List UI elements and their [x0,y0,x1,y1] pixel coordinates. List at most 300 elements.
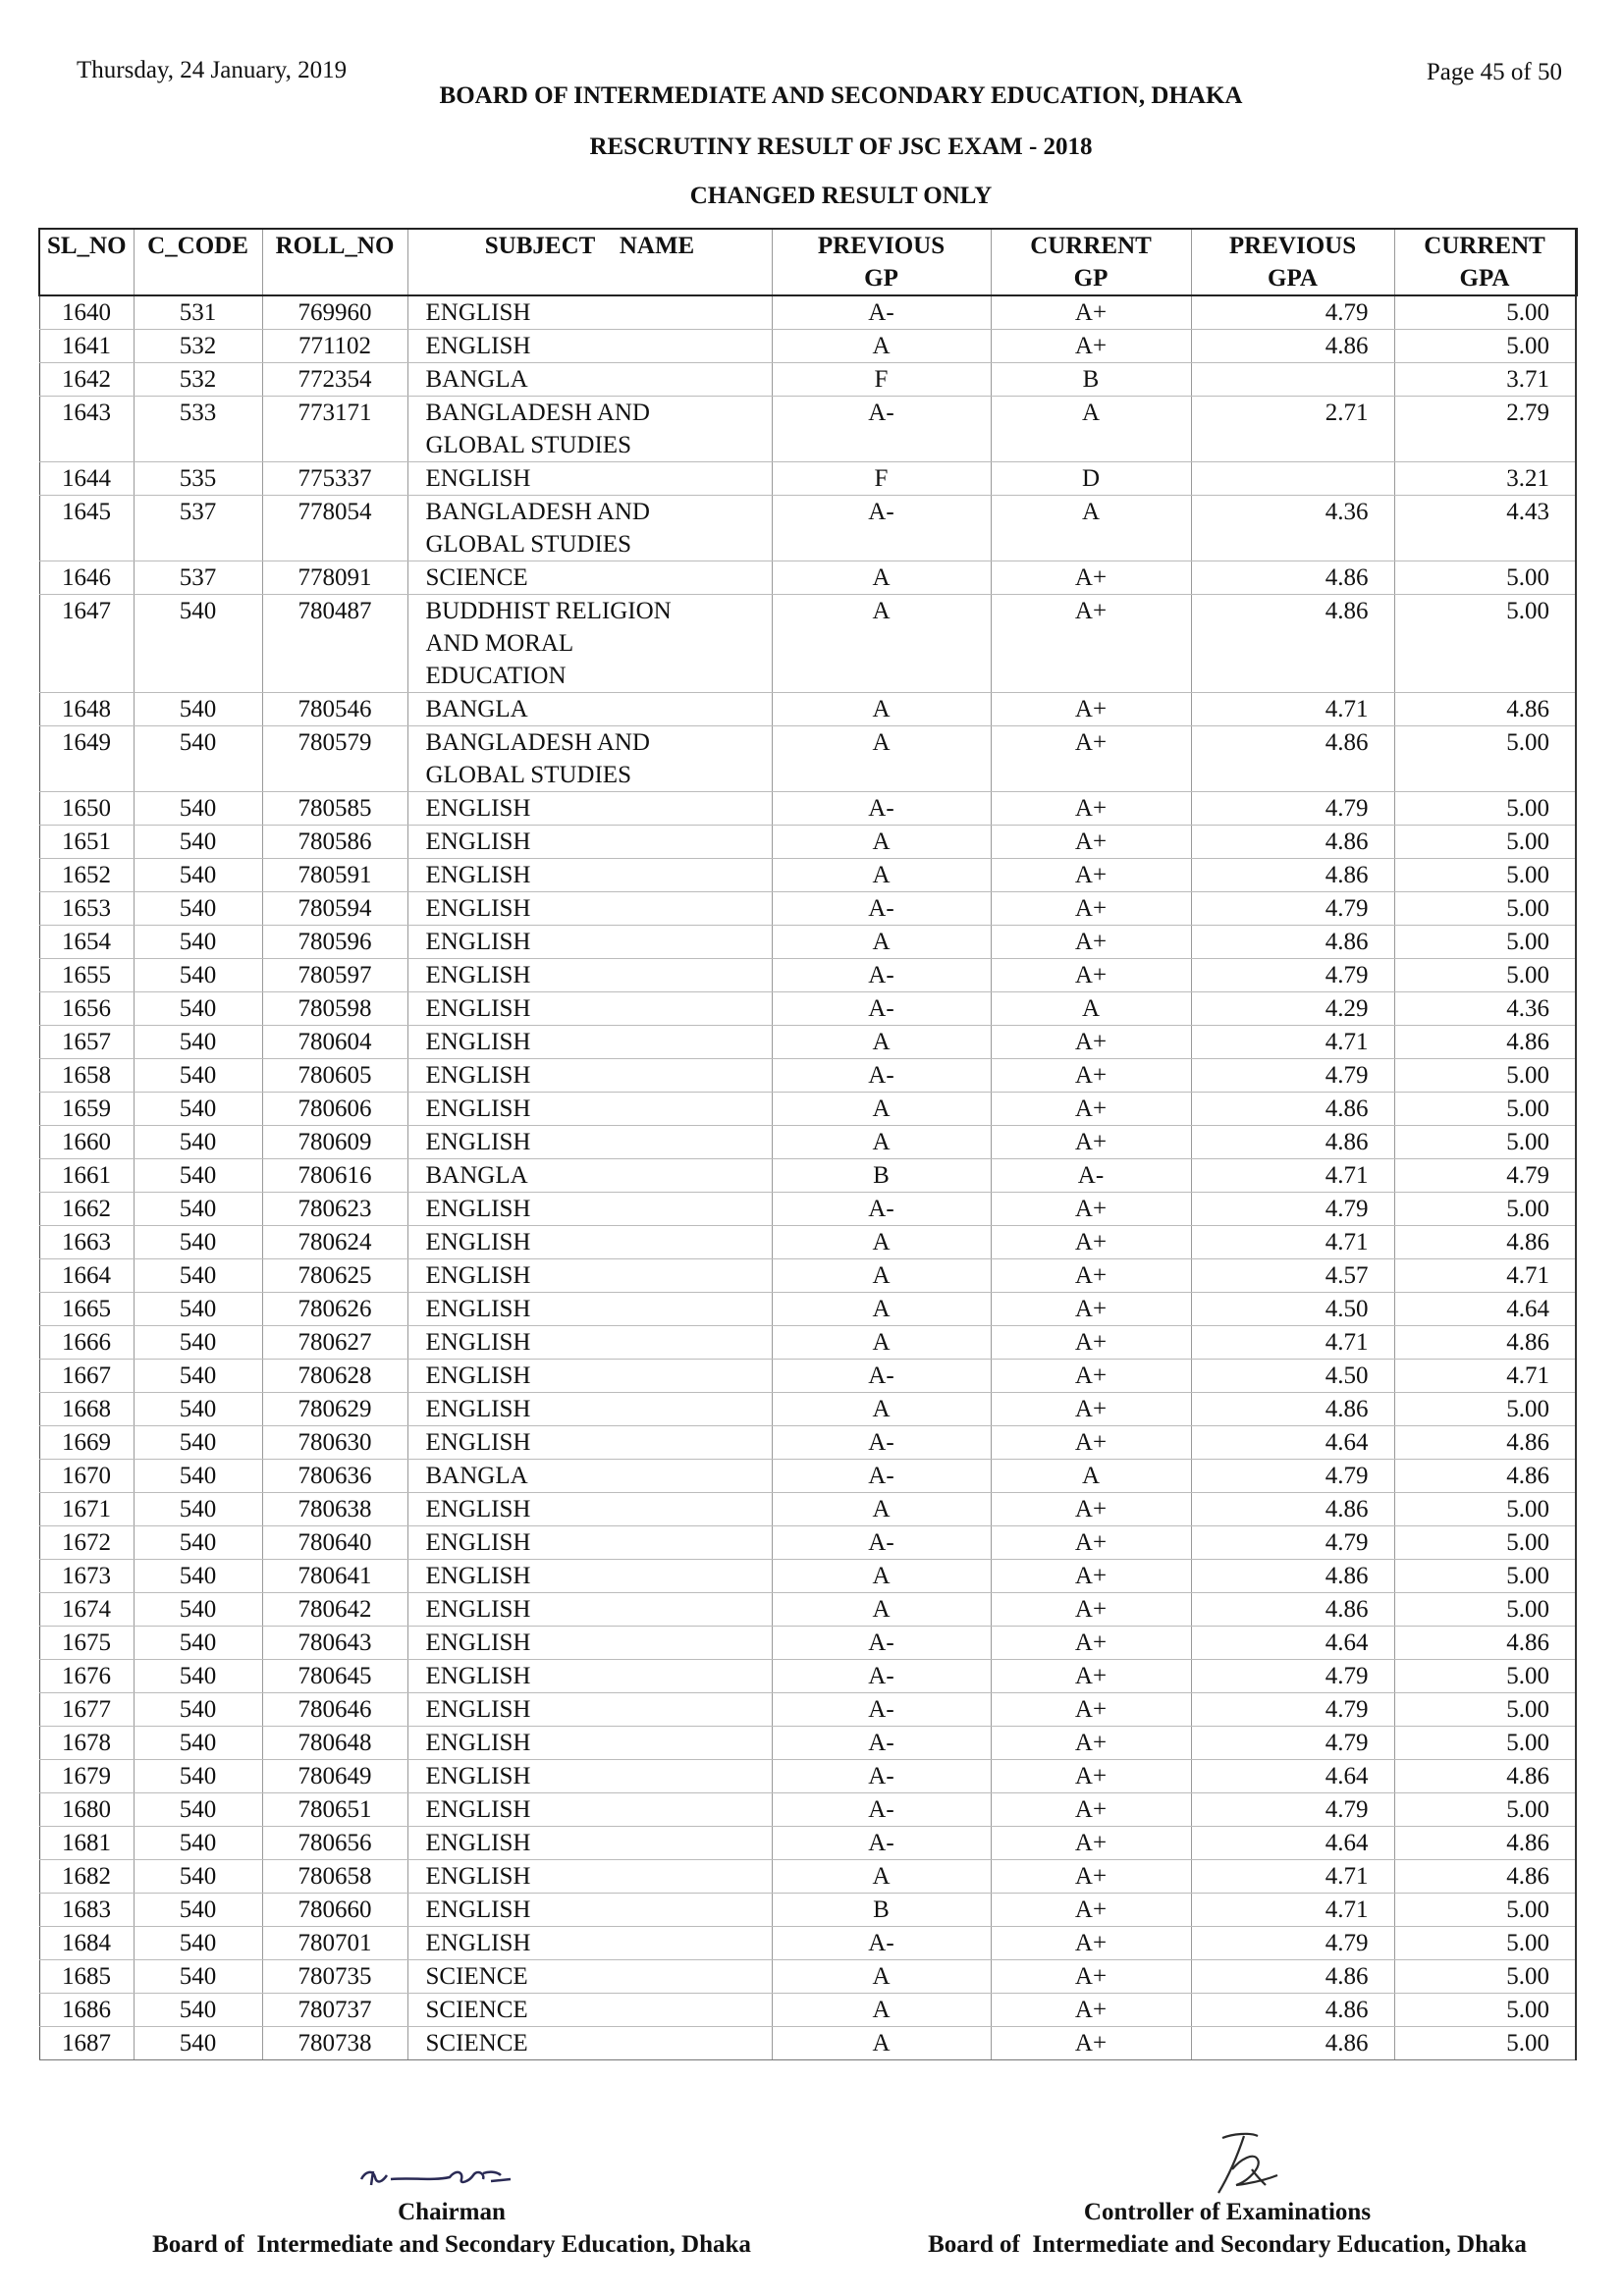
cell-previous-gpa: 4.71 [1191,693,1394,726]
cell-previous-gpa: 4.79 [1191,892,1394,926]
cell-c-code: 540 [134,1994,262,2027]
cell-current-gpa: 4.43 [1394,496,1576,561]
cell-current-gp: D [991,462,1191,496]
cell-current-gpa: 4.86 [1394,1760,1576,1793]
cell-current-gpa: 4.71 [1394,1360,1576,1393]
cell-c-code: 540 [134,1426,262,1460]
cell-current-gp: A+ [991,1860,1191,1894]
cell-c-code: 540 [134,1360,262,1393]
cell-subject: ENGLISH [407,1293,772,1326]
cell-sl-no: 1643 [39,397,134,462]
cell-previous-gpa: 4.50 [1191,1360,1394,1393]
cell-sl-no: 1657 [39,1026,134,1059]
cell-current-gp: A+ [991,1627,1191,1660]
cell-sl-no: 1662 [39,1193,134,1226]
cell-previous-gp: A- [772,397,991,462]
cell-current-gpa: 5.00 [1394,1727,1576,1760]
table-row [39,295,1576,330]
cell-current-gpa: 5.00 [1394,1093,1576,1126]
cell-sl-no: 1670 [39,1460,134,1493]
cell-sl-no: 1648 [39,693,134,726]
cell-sl-no: 1650 [39,792,134,826]
cell-subject: ENGLISH [407,1627,772,1660]
cell-roll-no: 780598 [262,992,407,1026]
board-title: BOARD OF INTERMEDIATE AND SECONDARY EDUCATION, DHAKA [439,82,1243,109]
cell-previous-gp: A- [772,792,991,826]
cell-c-code: 540 [134,1326,262,1360]
cell-previous-gpa: 4.79 [1191,1693,1394,1727]
col-header-c-code: C_CODE [134,229,262,295]
cell-current-gpa: 5.00 [1394,595,1576,693]
cell-subject: ENGLISH [407,859,772,892]
cell-roll-no: 780609 [262,1126,407,1159]
cell-sl-no: 1654 [39,926,134,959]
cell-sl-no: 1649 [39,726,134,792]
cell-previous-gp: A- [772,1193,991,1226]
cell-current-gp: A [991,397,1191,462]
col-header-current-gp: CURRENT GP [991,229,1191,295]
table-row [39,1460,1576,1493]
cell-roll-no: 780640 [262,1526,407,1560]
cell-subject: ENGLISH [407,1226,772,1259]
cell-sl-no: 1665 [39,1293,134,1326]
cell-previous-gp: A [772,1093,991,1126]
cell-previous-gp: A [772,926,991,959]
cell-previous-gp: A- [772,992,991,1026]
cell-c-code: 540 [134,1493,262,1526]
cell-subject: ENGLISH [407,1927,772,1960]
cell-c-code: 540 [134,1226,262,1259]
cell-current-gp: A+ [991,1894,1191,1927]
cell-c-code: 540 [134,1960,262,1994]
cell-sl-no: 1658 [39,1059,134,1093]
cell-current-gpa: 4.86 [1394,1860,1576,1894]
cell-subject: ENGLISH [407,1827,772,1860]
cell-c-code: 540 [134,1827,262,1860]
col-header-previous-gpa: PREVIOUS GPA [1191,229,1394,295]
cell-current-gp: A+ [991,1426,1191,1460]
cell-subject: ENGLISH [407,1793,772,1827]
cell-current-gp: A+ [991,1593,1191,1627]
cell-roll-no: 769960 [262,295,407,330]
cell-previous-gp: A [772,1293,991,1326]
cell-subject: ENGLISH [407,1727,772,1760]
table-row [39,1226,1576,1259]
cell-current-gp: A+ [991,726,1191,792]
cell-current-gpa: 4.79 [1394,1159,1576,1193]
cell-sl-no: 1677 [39,1693,134,1727]
cell-previous-gp: A- [772,1526,991,1560]
cell-sl-no: 1646 [39,561,134,595]
cell-previous-gp: F [772,462,991,496]
cell-current-gp: A+ [991,1393,1191,1426]
cell-c-code: 540 [134,1126,262,1159]
cell-current-gpa: 5.00 [1394,1193,1576,1226]
cell-roll-no: 780604 [262,1026,407,1059]
cell-previous-gpa: 4.86 [1191,1960,1394,1994]
cell-roll-no: 780606 [262,1093,407,1126]
cell-previous-gpa: 4.86 [1191,726,1394,792]
table-row [39,1627,1576,1660]
cell-roll-no: 780651 [262,1793,407,1827]
cell-c-code: 540 [134,726,262,792]
cell-previous-gpa: 4.50 [1191,1293,1394,1326]
cell-sl-no: 1687 [39,2027,134,2060]
cell-previous-gpa: 4.64 [1191,1426,1394,1460]
cell-roll-no: 780487 [262,595,407,693]
table-row [39,1393,1576,1426]
cell-subject: ENGLISH [407,1760,772,1793]
table-row [39,1994,1576,2027]
cell-previous-gpa: 4.64 [1191,1827,1394,1860]
cell-sl-no: 1680 [39,1793,134,1827]
cell-current-gp: A+ [991,1293,1191,1326]
cell-current-gpa: 5.00 [1394,1593,1576,1627]
table-row [39,1793,1576,1827]
cell-current-gpa: 5.00 [1394,826,1576,859]
cell-previous-gpa: 4.79 [1191,1193,1394,1226]
cell-sl-no: 1668 [39,1393,134,1426]
cell-c-code: 532 [134,363,262,397]
cell-c-code: 537 [134,496,262,561]
cell-sl-no: 1674 [39,1593,134,1627]
cell-current-gpa: 5.00 [1394,561,1576,595]
table-row [39,1927,1576,1960]
report-date: Thursday, 24 January, 2019 [77,57,348,83]
cell-current-gpa: 5.00 [1394,1560,1576,1593]
cell-subject: ENGLISH [407,1126,772,1159]
cell-subject: ENGLISH [407,1526,772,1560]
cell-current-gp: A+ [991,693,1191,726]
cell-previous-gpa: 4.86 [1191,926,1394,959]
cell-current-gp: A [991,1460,1191,1493]
cell-c-code: 540 [134,1860,262,1894]
cell-current-gp: A+ [991,1793,1191,1827]
cell-roll-no: 780701 [262,1927,407,1960]
controller-title: Controller of Examinations [1083,2199,1372,2225]
cell-current-gp: A+ [991,1760,1191,1793]
cell-previous-gpa: 4.71 [1191,1860,1394,1894]
cell-roll-no: 780586 [262,826,407,859]
cell-current-gpa: 4.71 [1394,1259,1576,1293]
cell-roll-no: 773171 [262,397,407,462]
table-row [39,363,1576,397]
cell-previous-gpa: 4.79 [1191,1059,1394,1093]
cell-previous-gp: B [772,1894,991,1927]
cell-previous-gpa: 4.64 [1191,1760,1394,1793]
cell-previous-gp: A- [772,1927,991,1960]
cell-sl-no: 1679 [39,1760,134,1793]
page-number: Page 45 of 50 [1426,59,1562,85]
cell-previous-gp: A- [772,959,991,992]
cell-sl-no: 1672 [39,1526,134,1560]
cell-c-code: 540 [134,1894,262,1927]
table-row [39,2027,1576,2060]
cell-current-gpa: 4.86 [1394,693,1576,726]
cell-current-gpa: 5.00 [1394,330,1576,363]
cell-current-gp: A+ [991,1059,1191,1093]
table-row [39,561,1576,595]
cell-current-gp: A [991,992,1191,1026]
cell-c-code: 540 [134,595,262,693]
cell-current-gpa: 5.00 [1394,1660,1576,1693]
cell-sl-no: 1675 [39,1627,134,1660]
cell-c-code: 540 [134,1526,262,1560]
cell-c-code: 531 [134,295,262,330]
cell-sl-no: 1655 [39,959,134,992]
cell-sl-no: 1656 [39,992,134,1026]
cell-subject: ENGLISH [407,1026,772,1059]
cell-previous-gpa [1191,462,1394,496]
table-row [39,693,1576,726]
cell-subject: ENGLISH [407,1693,772,1727]
cell-current-gpa: 4.86 [1394,1627,1576,1660]
cell-current-gpa: 3.21 [1394,462,1576,496]
cell-subject: ENGLISH [407,892,772,926]
cell-subject: ENGLISH [407,1493,772,1526]
cell-sl-no: 1661 [39,1159,134,1193]
cell-sl-no: 1678 [39,1727,134,1760]
cell-c-code: 537 [134,561,262,595]
cell-roll-no: 778054 [262,496,407,561]
controller-org: Board of Intermediate and Secondary Education, Dhaka [928,2231,1527,2258]
cell-current-gpa: 5.00 [1394,859,1576,892]
cell-roll-no: 772354 [262,363,407,397]
cell-current-gp: A+ [991,1360,1191,1393]
cell-roll-no: 780597 [262,959,407,992]
cell-current-gp: A+ [991,1259,1191,1293]
cell-previous-gpa: 4.71 [1191,1326,1394,1360]
cell-current-gpa: 5.00 [1394,1493,1576,1526]
cell-previous-gpa: 4.86 [1191,330,1394,363]
col-header-previous-gp: PREVIOUS GP [772,229,991,295]
table-row [39,1593,1576,1627]
cell-previous-gpa: 4.86 [1191,595,1394,693]
cell-subject: ENGLISH [407,1093,772,1126]
cell-roll-no: 780638 [262,1493,407,1526]
cell-previous-gpa: 4.71 [1191,1026,1394,1059]
cell-sl-no: 1669 [39,1426,134,1460]
table-row [39,992,1576,1026]
cell-c-code: 540 [134,1693,262,1727]
cell-previous-gp: A [772,1960,991,1994]
cell-previous-gp: A- [772,295,991,330]
cell-current-gpa: 5.00 [1394,1059,1576,1093]
cell-current-gpa: 5.00 [1394,892,1576,926]
cell-subject: ENGLISH [407,926,772,959]
cell-previous-gpa: 4.79 [1191,1526,1394,1560]
cell-previous-gp: A- [772,1793,991,1827]
cell-subject: SCIENCE [407,1960,772,1994]
cell-current-gp: A+ [991,1326,1191,1360]
cell-previous-gpa: 4.36 [1191,496,1394,561]
cell-subject: BANGLA [407,1460,772,1493]
cell-current-gpa: 5.00 [1394,1126,1576,1159]
cell-current-gp: A+ [991,1560,1191,1593]
cell-previous-gpa: 4.86 [1191,1994,1394,2027]
table-row [39,1727,1576,1760]
cell-previous-gp: A [772,693,991,726]
cell-current-gp: A+ [991,1493,1191,1526]
cell-previous-gpa: 4.79 [1191,959,1394,992]
table-row [39,859,1576,892]
cell-roll-no: 780645 [262,1660,407,1693]
cell-subject: ENGLISH [407,826,772,859]
cell-current-gpa: 5.00 [1394,1793,1576,1827]
table-row [39,1026,1576,1059]
cell-c-code: 540 [134,1393,262,1426]
cell-roll-no: 780627 [262,1326,407,1360]
cell-roll-no: 780628 [262,1360,407,1393]
cell-subject: ENGLISH [407,1426,772,1460]
cell-sl-no: 1684 [39,1927,134,1960]
cell-subject: SCIENCE [407,1994,772,2027]
col-header-roll-no: ROLL_NO [262,229,407,295]
cell-previous-gp: A [772,1493,991,1526]
cell-current-gpa: 5.00 [1394,926,1576,959]
cell-c-code: 540 [134,1193,262,1226]
table-row [39,1426,1576,1460]
cell-c-code: 540 [134,1293,262,1326]
cell-subject: ENGLISH [407,1059,772,1093]
table-row [39,826,1576,859]
cell-sl-no: 1681 [39,1827,134,1860]
cell-c-code: 540 [134,892,262,926]
cell-current-gp: A+ [991,1026,1191,1059]
table-row [39,1827,1576,1860]
chairman-signature [353,2142,550,2201]
table-row [39,892,1576,926]
cell-c-code: 540 [134,1026,262,1059]
cell-previous-gpa: 4.86 [1191,1093,1394,1126]
cell-sl-no: 1640 [39,295,134,330]
cell-subject: ENGLISH [407,330,772,363]
cell-current-gp: A+ [991,959,1191,992]
table-row [39,726,1576,792]
cell-roll-no: 780626 [262,1293,407,1326]
cell-current-gpa: 4.86 [1394,1426,1576,1460]
cell-roll-no: 780642 [262,1593,407,1627]
cell-c-code: 540 [134,959,262,992]
cell-previous-gp: A- [772,1360,991,1393]
cell-roll-no: 780658 [262,1860,407,1894]
cell-current-gpa: 4.86 [1394,1226,1576,1259]
cell-subject: BANGLADESH AND GLOBAL STUDIES [407,397,772,462]
table-row [39,959,1576,992]
cell-current-gp: A- [991,1159,1191,1193]
cell-c-code: 540 [134,1259,262,1293]
cell-current-gpa: 5.00 [1394,1526,1576,1560]
cell-current-gp: A+ [991,561,1191,595]
table-row [39,1059,1576,1093]
table-row [39,595,1576,693]
cell-previous-gpa: 4.79 [1191,1793,1394,1827]
cell-sl-no: 1667 [39,1360,134,1393]
cell-roll-no: 780596 [262,926,407,959]
cell-c-code: 540 [134,1793,262,1827]
controller-signature [1193,2130,1301,2199]
cell-subject: ENGLISH [407,1326,772,1360]
cell-previous-gpa: 4.64 [1191,1627,1394,1660]
cell-previous-gpa: 4.29 [1191,992,1394,1026]
cell-c-code: 535 [134,462,262,496]
cell-previous-gpa: 4.79 [1191,792,1394,826]
cell-previous-gp: A- [772,1460,991,1493]
cell-current-gp: A+ [991,1827,1191,1860]
cell-previous-gp: A [772,330,991,363]
cell-c-code: 540 [134,1093,262,1126]
cell-roll-no: 780738 [262,2027,407,2060]
cell-current-gp: A+ [991,1960,1191,1994]
cell-previous-gp: A- [772,892,991,926]
cell-sl-no: 1644 [39,462,134,496]
cell-subject: BANGLA [407,693,772,726]
table-header-row [39,229,1576,295]
cell-c-code: 540 [134,859,262,892]
cell-sl-no: 1685 [39,1960,134,1994]
report-subtitle: CHANGED RESULT ONLY [689,183,993,209]
cell-subject: ENGLISH [407,792,772,826]
cell-c-code: 540 [134,926,262,959]
cell-c-code: 540 [134,693,262,726]
cell-c-code: 533 [134,397,262,462]
cell-sl-no: 1645 [39,496,134,561]
cell-roll-no: 780636 [262,1460,407,1493]
table-row [39,1526,1576,1560]
cell-roll-no: 780737 [262,1994,407,2027]
cell-sl-no: 1642 [39,363,134,397]
table-row [39,496,1576,561]
cell-previous-gp: A [772,1026,991,1059]
cell-sl-no: 1682 [39,1860,134,1894]
cell-current-gp: A+ [991,1126,1191,1159]
cell-current-gpa: 5.00 [1394,295,1576,330]
cell-current-gp: B [991,363,1191,397]
cell-current-gp: A+ [991,892,1191,926]
cell-previous-gpa: 4.86 [1191,826,1394,859]
table-row [39,1326,1576,1360]
cell-previous-gp: F [772,363,991,397]
cell-previous-gp: A [772,726,991,792]
cell-current-gp: A+ [991,2027,1191,2060]
table-row [39,1159,1576,1193]
table-row [39,1093,1576,1126]
cell-current-gp: A+ [991,1093,1191,1126]
cell-current-gp: A+ [991,792,1191,826]
cell-c-code: 540 [134,1727,262,1760]
cell-roll-no: 780656 [262,1827,407,1860]
cell-roll-no: 771102 [262,330,407,363]
cell-roll-no: 780546 [262,693,407,726]
cell-sl-no: 1659 [39,1093,134,1126]
cell-sl-no: 1651 [39,826,134,859]
cell-previous-gp: A [772,561,991,595]
cell-sl-no: 1653 [39,892,134,926]
cell-roll-no: 780629 [262,1393,407,1426]
table-row [39,1660,1576,1693]
cell-previous-gpa [1191,363,1394,397]
cell-sl-no: 1660 [39,1126,134,1159]
cell-sl-no: 1641 [39,330,134,363]
cell-previous-gp: A- [772,1693,991,1727]
cell-current-gp: A+ [991,1193,1191,1226]
cell-roll-no: 780660 [262,1894,407,1927]
cell-c-code: 540 [134,1159,262,1193]
cell-roll-no: 780630 [262,1426,407,1460]
cell-current-gp: A [991,496,1191,561]
cell-roll-no: 780625 [262,1259,407,1293]
cell-previous-gp: A [772,2027,991,2060]
